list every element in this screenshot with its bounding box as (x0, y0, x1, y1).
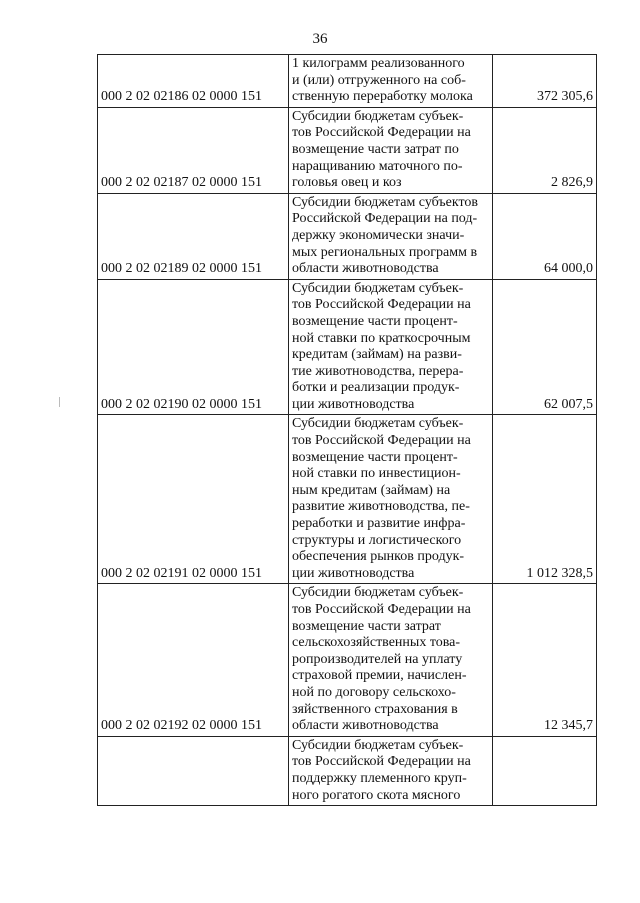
income-name-line: возмещение части процент- (292, 313, 458, 329)
income-name-line: ного рогатого скота мясного (292, 787, 461, 803)
income-name-line: Субсидии бюджетам субъек- (292, 416, 464, 432)
table-row (98, 107, 597, 193)
budget-code-cell: 000 2 02 02187 02 0000 151 (98, 107, 289, 193)
page-number: 36 (312, 31, 328, 47)
income-name-cell (289, 584, 493, 736)
amount-cell: 372 305,6 (493, 55, 597, 108)
budget-code-cell: 000 2 02 02186 02 0000 151 (98, 55, 289, 108)
table-row (98, 193, 597, 279)
income-name-cell (289, 415, 493, 584)
amount-cell: 64 000,0 (493, 193, 597, 279)
income-name-line: обеспечения рынков продук- (292, 549, 465, 565)
income-name-line: и (или) отгруженного на соб- (292, 72, 466, 88)
amount-cell: 1 012 328,5 (493, 415, 597, 584)
income-name-cell (289, 279, 493, 415)
table-row (98, 279, 597, 415)
income-name-line: ной ставки по краткосрочным (292, 330, 471, 346)
amount-cell: 62 007,5 (493, 279, 597, 415)
income-name-line: Субсидии бюджетам субъек- (292, 280, 464, 296)
table-row (98, 736, 597, 805)
income-name-line: тов Российской Федерации на (292, 433, 471, 449)
income-name-line: кредитам (займам) на разви- (292, 347, 462, 363)
income-name-line: зяйственного страхования в (292, 701, 458, 717)
income-name-line: тов Российской Федерации на (292, 602, 471, 617)
budget-code-cell: 000 2 02 02191 02 0000 151 (98, 415, 289, 584)
income-name-line: сельскохозяйственных това- (292, 635, 461, 651)
income-name-line: области животноводства (292, 718, 439, 734)
income-name-cell (289, 736, 493, 805)
income-name-line: области животноводства (292, 261, 439, 277)
income-name-line: возмещение части затрат по (292, 141, 459, 157)
budget-code-cell (98, 736, 289, 805)
income-name-cell (289, 107, 493, 193)
income-name-line: головья овец и коз (292, 175, 402, 191)
income-name-line: Российской Федерации на под- (292, 211, 478, 227)
income-name-line: наращиванию маточного по- (292, 158, 463, 174)
income-name-line: ной ставки по инвестицион- (292, 466, 461, 482)
budget-table-body (98, 55, 597, 806)
budget-code-cell: 000 2 02 02192 02 0000 151 (98, 584, 289, 736)
income-name-line: ботки и реализации продук- (292, 380, 460, 396)
income-name-line: Субсидии бюджетам субъек- (292, 585, 464, 601)
income-name-line: 1 килограмм реализованного (292, 56, 465, 71)
table-row (98, 55, 597, 108)
amount-cell (493, 736, 597, 805)
income-name-line: держку экономически значи- (292, 227, 465, 243)
income-name-line: Субсидии бюджетам субъек- (292, 737, 464, 753)
table-row (98, 415, 597, 584)
income-name-line: Субсидии бюджетам субъек- (292, 108, 464, 124)
income-name-line: ной по договору сельскохо- (292, 684, 456, 700)
income-name-line: ции животноводства (292, 396, 415, 412)
income-name-line: Субсидии бюджетам субъектов (292, 194, 479, 210)
income-name-line: ропроизводителей на уплату (292, 651, 463, 667)
income-name-line: тов Российской Федерации на (292, 125, 471, 141)
income-name-line: поддержку племенного круп- (292, 770, 467, 786)
income-name-cell (289, 55, 493, 108)
income-name-line: возмещение части затрат (292, 618, 441, 634)
scan-artifact-mark (59, 397, 60, 407)
amount-cell: 12 345,7 (493, 584, 597, 736)
income-name-line: ции животноводства (292, 565, 415, 581)
income-name-line: тов Российской Федерации на (292, 754, 471, 770)
budget-code-cell: 000 2 02 02189 02 0000 151 (98, 193, 289, 279)
income-name-line: тов Российской Федерации на (292, 297, 471, 313)
budget-table (97, 54, 597, 806)
income-name-line: возмещение части процент- (292, 449, 458, 465)
income-name-line: тие животноводства, перера- (292, 363, 464, 379)
income-name-line: реработки и развитие инфра- (292, 516, 466, 532)
income-name-line: мых региональных программ в (292, 244, 478, 260)
income-name-line: развитие животноводства, пе- (292, 499, 470, 515)
income-name-line: страховой премии, начислен- (292, 668, 467, 684)
table-row (98, 584, 597, 736)
income-name-line: ственную переработку молока (292, 89, 473, 105)
budget-code-cell: 000 2 02 02190 02 0000 151 (98, 279, 289, 415)
income-name-cell (289, 193, 493, 279)
income-name-line: ным кредитам (займам) на (292, 482, 451, 498)
income-name-line: структуры и логистического (292, 532, 462, 548)
amount-cell: 2 826,9 (493, 107, 597, 193)
